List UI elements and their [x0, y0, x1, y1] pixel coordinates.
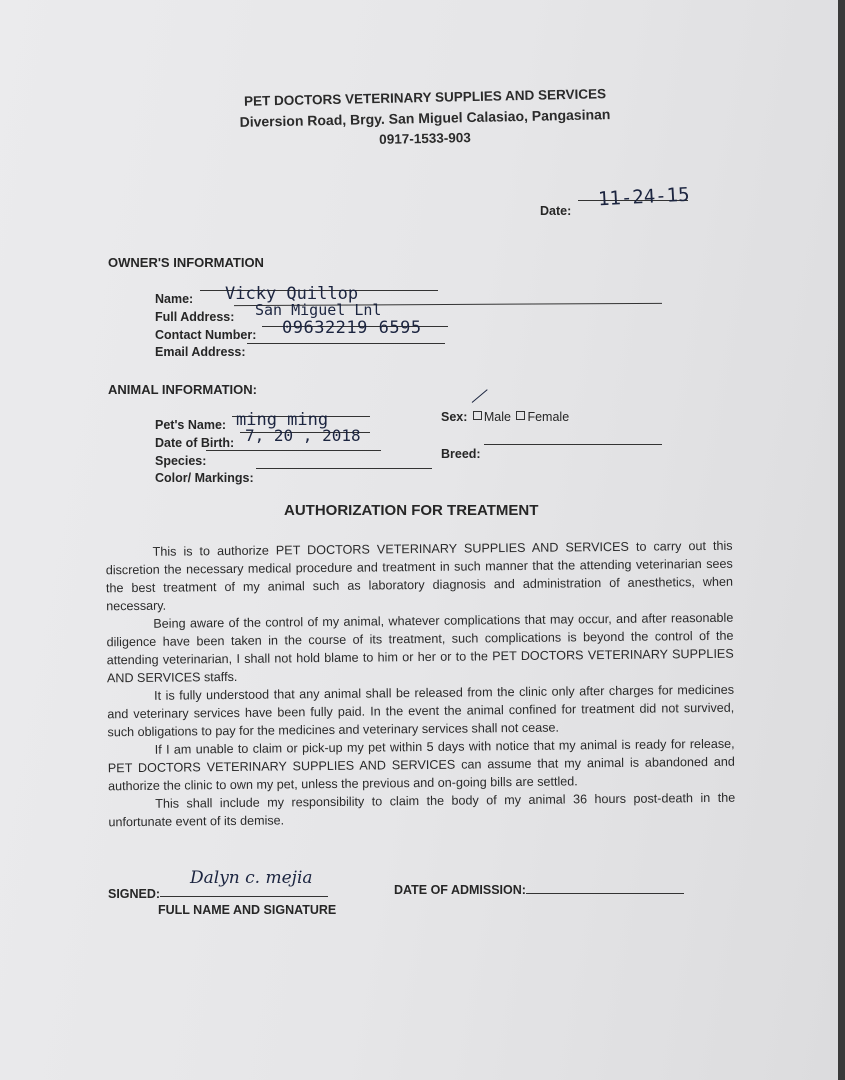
address-label: Full Address:	[155, 310, 235, 324]
female-label: Female	[527, 410, 570, 424]
name-value[interactable]: Vicky Quillop	[225, 284, 359, 304]
name-label: Name:	[155, 292, 194, 306]
date-label: Date:	[540, 204, 572, 218]
owner-heading: OWNER'S INFORMATION	[108, 255, 264, 270]
animal-heading: ANIMAL INFORMATION:	[108, 382, 257, 397]
authorization-title: AUTHORIZATION FOR TREATMENT	[284, 502, 539, 519]
color-label: Color/ Markings:	[155, 471, 254, 485]
sex-field	[441, 410, 569, 424]
email-label: Email Address:	[155, 345, 246, 359]
female-checkbox[interactable]	[516, 411, 525, 420]
breed-label: Breed:	[441, 447, 481, 461]
business-phone: 0917-1533-903	[379, 130, 471, 147]
paragraph: This is to authorize PET DOCTORS VETERINARY SUPPLIES AND SERVICES to carry out this discretion the necessary medical procedure and treatment in such manner that the attending veterinarian sees the best treatment of my animal such as laboratory diagnosis and administration of anesthetics, when necessary.	[105, 538, 734, 614]
paragraph: This shall include my responsibility to claim the body of my animal 36 hours post-death in the unfortunate event of its demise.	[108, 790, 736, 830]
signature-caption: FULL NAME AND SIGNATURE	[158, 903, 337, 917]
date-value[interactable]: 11-24-15	[597, 183, 691, 211]
contact-label: Contact Number:	[155, 328, 257, 342]
pet-name-value[interactable]: ming ming	[236, 410, 329, 430]
contact-value[interactable]: 09632219 6595	[282, 318, 422, 338]
paragraph: It is fully understood that any animal shall be released from the clinic only after charges for medicines and veterinary services have been fully paid. In the event the animal confined for treatment did not survived, such obligations to pay for the medicines and veterinary services shall not cease.	[107, 682, 735, 740]
dob-value[interactable]: 7, 20 , 2018	[245, 426, 361, 445]
address-value[interactable]: San Miguel Lnl	[255, 301, 382, 319]
authorization-body	[106, 537, 736, 832]
paragraph: If I am unable to claim or pick-up my pet within 5 days with notice that my animal is ready for release, PET DOCTORS VETERINARY SUPPLIES AND SERVICES can assume that my animal is abandoned and authorize the clinic to own my pet, unless the previous and on-going bills are settled.	[107, 736, 735, 794]
date-admission-label: DATE OF ADMISSION:	[394, 883, 526, 897]
male-label: Male	[483, 410, 511, 424]
business-address: Diversion Road, Brgy. San Miguel Calasiao, Pangasinan	[239, 106, 611, 130]
signature-value[interactable]: Dalyn c. mejia	[190, 868, 313, 888]
business-name: PET DOCTORS VETERINARY SUPPLIES AND SERVICES	[243, 86, 607, 109]
sex-label: Sex:	[441, 410, 468, 424]
pet-name-label: Pet's Name:	[155, 418, 227, 432]
signed-label: SIGNED:	[108, 887, 161, 901]
paragraph: Being aware of the control of my animal, whatever complications that may occur, and after reasonable diligence have been taken in the course of its treatment, such complications is beyond the control of the attending veterinarian, I shall not hold blame to him or her or to the PET DOCTORS VETERINARY SUPPLIES AND SERVICES staffs.	[106, 610, 734, 686]
male-checkbox-checked[interactable]	[473, 411, 482, 420]
species-label: Species:	[155, 454, 207, 468]
dob-label: Date of Birth:	[155, 436, 235, 450]
